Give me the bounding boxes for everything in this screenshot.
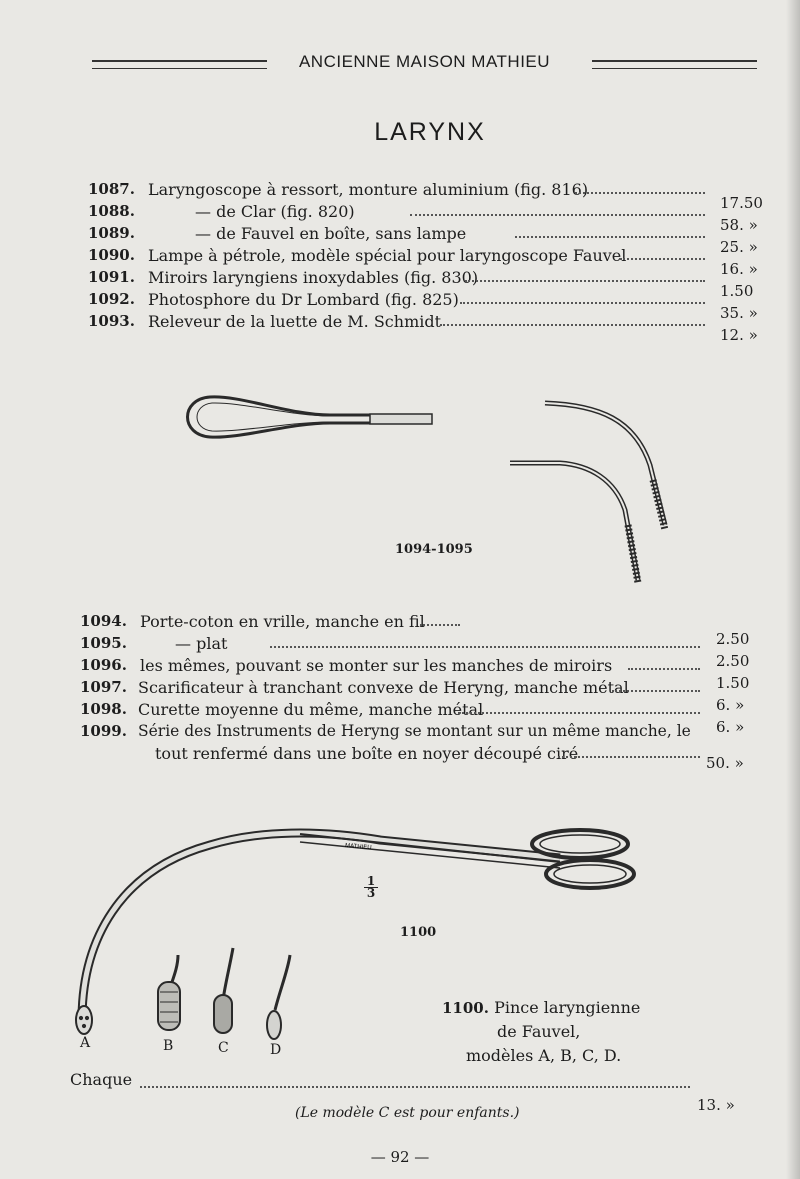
price: 17.50 — [720, 194, 763, 212]
list-item — [0, 224, 800, 246]
leader-dots — [420, 612, 460, 626]
item-number: 1088. — [88, 202, 135, 220]
item-1100-line2: de Fauvel, — [497, 1022, 581, 1041]
item-description: Porte-coton en vrille, manche en fil — [140, 612, 425, 631]
item-description: Lampe à pétrole, modèle spécial pour laryngoscope Fauvel — [148, 246, 627, 265]
list-item — [0, 722, 800, 744]
price: 6. » — [716, 718, 745, 736]
item-number: 1099. — [80, 722, 127, 740]
chaque-label: Chaque — [70, 1070, 133, 1089]
item-description: Photosphore du Dr Lombard (fig. 825) — [148, 290, 459, 309]
leader-dots — [620, 246, 705, 260]
figure-caption: 1100 — [400, 925, 437, 940]
header-rule-right — [592, 60, 757, 69]
list-item — [0, 202, 800, 224]
tip-variant-c — [214, 948, 233, 1033]
price: 58. » — [720, 216, 758, 234]
price: 2.50 — [716, 630, 750, 648]
item-description: Laryngoscope à ressort, monture aluminium (fig. 816) — [148, 180, 589, 199]
page-number: — 92 — — [370, 1148, 430, 1166]
cotton-carrier-spiral-upper — [545, 403, 665, 530]
leader-dots — [515, 224, 705, 238]
leader-dots — [465, 268, 705, 282]
scale-denominator: 3 — [366, 886, 376, 900]
leader-dots — [575, 180, 705, 194]
item-description: Curette moyenne du même, manche métal — [138, 700, 484, 719]
tip-variant-d — [267, 955, 290, 1039]
section-title: LARYNX — [374, 118, 486, 146]
item-number: 1097. — [80, 678, 127, 696]
price: 35. » — [720, 304, 758, 322]
item-description: Scarificateur à tranchant convexe de Heryng, manche métal — [138, 678, 629, 697]
forceps-tip — [76, 1006, 92, 1034]
figure-caption: 1094-1095 — [395, 542, 473, 557]
item-number: 1089. — [88, 224, 135, 242]
item-number: 1094. — [80, 612, 127, 630]
cotton-carrier-spiral-lower — [510, 463, 638, 583]
tip-label-c: C — [218, 1040, 229, 1056]
item-number: 1090. — [88, 246, 135, 264]
price: 50. » — [706, 754, 744, 772]
item-number: 1093. — [88, 312, 135, 330]
tip-label-b: B — [163, 1038, 174, 1054]
list-item — [0, 290, 800, 312]
item-number: 1087. — [88, 180, 135, 198]
item-1100-line1 — [442, 998, 640, 1017]
item-description: les mêmes, pouvant se monter sur les manches de miroirs — [140, 656, 613, 675]
price: 16. » — [720, 260, 758, 278]
price: 6. » — [716, 696, 745, 714]
forceps-engraving: MATHIEU — [344, 843, 372, 852]
item-1100-line3: modèles A, B, C, D. — [466, 1046, 622, 1065]
leader-dots — [270, 634, 700, 648]
footnote: (Le modèle C est pour enfants.) — [295, 1105, 520, 1121]
tip-variant-b — [158, 955, 180, 1030]
scale-numerator: 1 — [364, 876, 378, 888]
leader-dots — [410, 202, 705, 216]
item-description: — de Fauvel en boîte, sans lampe — [195, 224, 467, 243]
price: 2.50 — [716, 652, 750, 670]
leader-dots — [558, 744, 700, 758]
list-item — [0, 312, 800, 334]
list-item — [0, 700, 800, 722]
list-item — [0, 678, 800, 700]
item-description: Pince laryngienne — [494, 998, 641, 1017]
price: 12. » — [720, 326, 758, 344]
price: 25. » — [720, 238, 758, 256]
item-description: Releveur de la luette de M. Schmidt — [148, 312, 442, 331]
item-description: tout renfermé dans une boîte en noyer découpé ciré — [155, 744, 579, 763]
item-number: 1095. — [80, 634, 127, 652]
list-item — [0, 656, 800, 678]
page-header — [92, 52, 757, 76]
item-number: 1096. — [80, 656, 127, 674]
leader-dots — [458, 700, 700, 714]
forceps-shaft — [82, 833, 560, 1020]
tip-label-d: D — [270, 1042, 282, 1058]
header-title: ANCIENNE MAISON MATHIEU — [298, 52, 551, 71]
leader-dots — [612, 678, 700, 692]
leader-dots — [440, 312, 705, 326]
price: 1.50 — [716, 674, 750, 692]
leader-dots — [140, 1076, 690, 1088]
item-description: — plat — [175, 634, 228, 653]
list-item — [0, 180, 800, 202]
list-item — [0, 612, 800, 634]
leader-dots — [460, 290, 705, 304]
list-item-continuation — [0, 744, 800, 766]
item-number: 1092. — [88, 290, 135, 308]
page-edge-shadow — [786, 0, 800, 1179]
item-number: 1098. — [80, 700, 127, 718]
tip-label-a: A — [80, 1035, 91, 1051]
list-item — [0, 246, 800, 268]
list-item — [0, 268, 800, 290]
item-number: 1091. — [88, 268, 135, 286]
leader-dots — [628, 656, 700, 670]
price: 1.50 — [720, 282, 754, 300]
list-item — [0, 634, 800, 656]
cotton-carrier-loop — [188, 397, 433, 437]
item-description: Miroirs laryngiens inoxydables (fig. 830) — [148, 268, 479, 287]
price: 13. » — [697, 1096, 735, 1114]
item-description: Série des Instruments de Heryng se montant sur un même manche, le — [138, 722, 691, 740]
figure-cotton-carriers — [170, 385, 690, 595]
item-number: 1100. — [442, 999, 489, 1017]
scale-fraction — [364, 876, 378, 899]
item-description: — de Clar (fig. 820) — [195, 202, 355, 221]
